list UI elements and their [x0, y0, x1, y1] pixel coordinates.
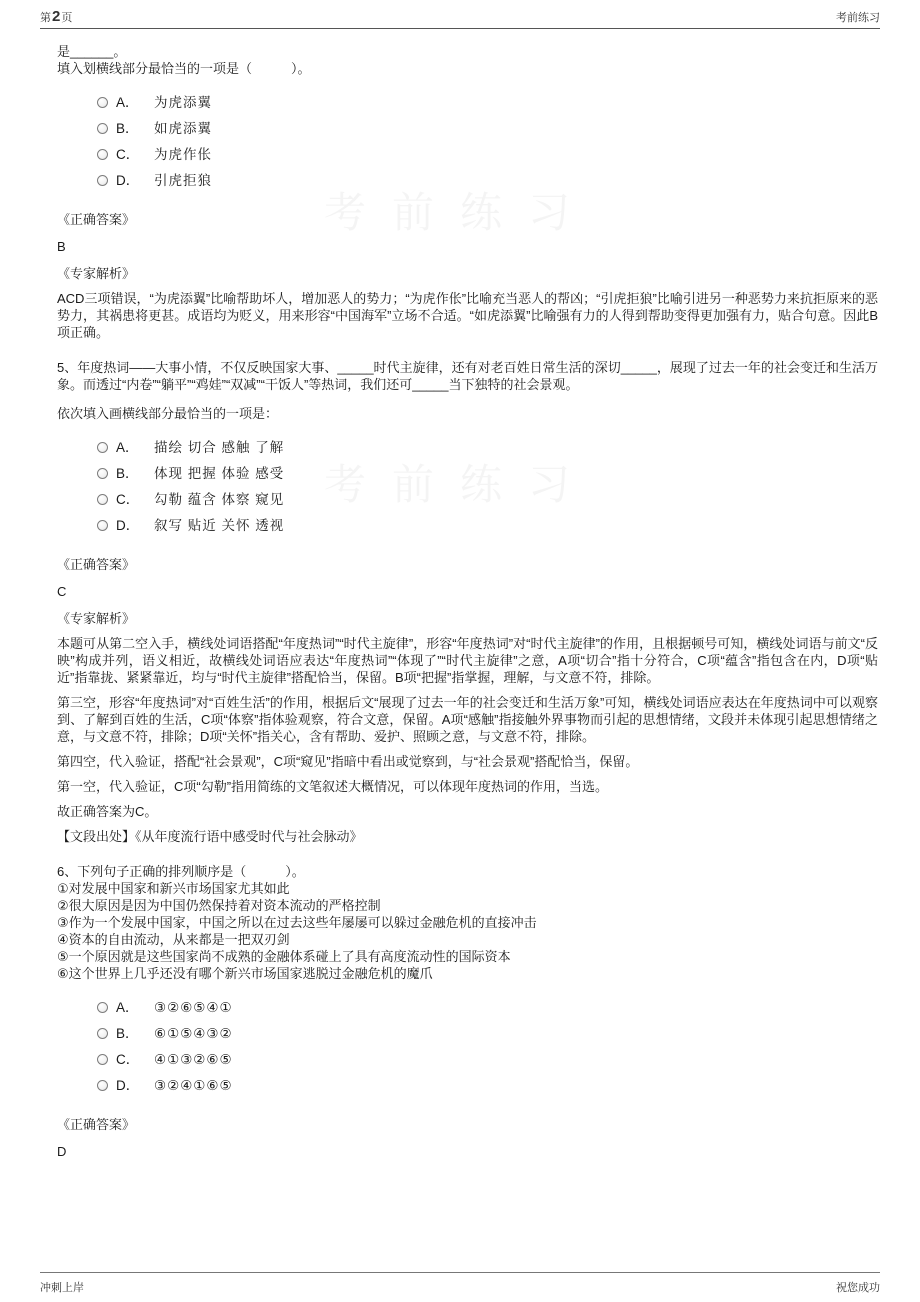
option-text: 如虎添翼: [154, 120, 212, 136]
option-row[interactable]: [97, 1072, 878, 1098]
option-letter: A．: [116, 94, 139, 110]
expert-analysis-label: 《专家解析》: [57, 611, 136, 626]
option-row[interactable]: [97, 141, 878, 167]
option-row[interactable]: [97, 1046, 878, 1072]
option-text: 描绘 切合 感触 了解: [154, 439, 285, 455]
options-list: [97, 89, 878, 193]
page-footer: [0, 1272, 920, 1302]
radio-icon[interactable]: [97, 1054, 108, 1065]
option-text: ⑥①⑤④③②: [154, 1025, 233, 1041]
option-letter: B．: [116, 120, 139, 136]
header-title: 考前练习: [836, 12, 880, 24]
correct-answer-value: D: [57, 1144, 67, 1159]
correct-answer-label: 《正确答案》: [57, 557, 136, 572]
option-letter: B．: [116, 465, 139, 481]
footer-left-text: 冲刺上岸: [40, 1282, 84, 1294]
watermark-text: 考前练习: [323, 189, 596, 236]
radio-icon[interactable]: [97, 442, 108, 453]
analysis-paragraph: 第一空，代入验证，C项“勾勒”指用简练的文笔叙述大概情况，可以体现年度热词的作用，当选。: [57, 779, 609, 794]
expert-analysis-label: 《专家解析》: [57, 266, 136, 281]
radio-icon[interactable]: [97, 494, 108, 505]
option-text: 为虎作伥: [154, 146, 212, 162]
question-block: [57, 863, 878, 1160]
analysis-paragraph: ACD三项错误，“为虎添翼”比喻帮助坏人，增加恶人的势力；“为虎作伥”比喻充当恶人的帮凶；“引虎拒狼”比喻引进另一种恶势力来抗拒原来的恶势力，其祸患将更甚。成语均为贬义，用来形容“中国海军”立场不合适。“如虎添翼”比喻强有力的人得到帮助变得更加强有力，贴合句意。因此B项正确。: [57, 291, 878, 340]
option-row[interactable]: [97, 89, 878, 115]
question-block: [57, 43, 878, 341]
footer-divider: [40, 1272, 880, 1273]
option-letter: B．: [116, 1025, 139, 1041]
option-text: 勾勒 蕴含 体察 窥见: [154, 491, 285, 507]
radio-icon[interactable]: [97, 149, 108, 160]
analysis-paragraph: 本题可从第二空入手，横线处词语搭配“年度热词”“时代主旋律”，形容“年度热词”对“时代主旋律”的作用，且根据顿号可知，横线处词语与前文“反映”构成并列，语义相近，故横线处词语应表达“年度热词”“体现了”“时代主旋律”之意，A项“切合”指十分符合，C项“蕴含”指包含在内，D项“贴近”指靠拢、紧紧靠近，均与“时代主旋律”搭配恰当，保留。B项“把握”指掌握，理解，与文意不符，排除。: [57, 636, 878, 685]
option-text: ③②④①⑥⑤: [154, 1077, 233, 1093]
page-header: [0, 0, 920, 25]
page-number-prefix: 第: [40, 12, 51, 24]
question-prompt: 依次填入画横线部分最恰当的一项是：: [57, 406, 279, 421]
watermark-text: 考前练习: [323, 461, 596, 508]
option-letter: D．: [116, 517, 140, 533]
question-stem-line: 是______。: [57, 44, 127, 59]
radio-icon[interactable]: [97, 468, 108, 479]
analysis-paragraph: 【文段出处】《从年度流行语中感受时代与社会脉动》: [57, 829, 363, 844]
option-letter: A．: [116, 999, 139, 1015]
option-text: 叙写 贴近 关怀 透视: [154, 517, 285, 533]
question-stem-line: 填入划横线部分最恰当的一项是（ ）。: [57, 61, 311, 76]
option-text: ③②⑥⑤④①: [154, 999, 233, 1015]
question-stem-line: 6、下列句子正确的排列顺序是（ ）。: [57, 864, 305, 879]
analysis-paragraph: 故正确答案为C。: [57, 804, 158, 819]
question-stem-line: 5、年度热词——大事小情，不仅反映国家大事、_____时代主旋律，还有对老百姓日常生活的深切_____，展现了过去一年的社会变迁和生活万象。而透过“内卷”“躺平”“鸡娃”“双减”“干饭人”等热词，我们还可_____当下独特的社会景观。: [57, 360, 878, 392]
radio-icon[interactable]: [97, 1080, 108, 1091]
option-letter: C．: [116, 146, 140, 162]
option-row[interactable]: [97, 994, 878, 1020]
page-number-suffix: 页: [61, 12, 73, 24]
radio-icon[interactable]: [97, 1028, 108, 1039]
footer-right-text: 祝您成功: [836, 1282, 880, 1294]
question-stem-line: ④资本的自由流动，从来都是一把双刃剑: [57, 932, 290, 947]
option-letter: C．: [116, 491, 140, 507]
option-letter: A．: [116, 439, 139, 455]
radio-icon[interactable]: [97, 97, 108, 108]
option-letter: D．: [116, 172, 140, 188]
question-stem-line: ②很大原因是因为中国仍然保持着对资本流动的严格控制: [57, 898, 381, 913]
correct-answer-label: 《正确答案》: [57, 1117, 136, 1132]
correct-answer-label: 《正确答案》: [57, 212, 136, 227]
option-row[interactable]: [97, 434, 878, 460]
option-letter: C．: [116, 1051, 140, 1067]
option-row[interactable]: [97, 167, 878, 193]
radio-icon[interactable]: [97, 175, 108, 186]
radio-icon[interactable]: [97, 520, 108, 531]
option-row[interactable]: [97, 1020, 878, 1046]
option-row[interactable]: [97, 460, 878, 486]
question-stem-line: ①对发展中国家和新兴市场国家尤其如此: [57, 881, 290, 896]
page-number: [40, 8, 72, 25]
radio-icon[interactable]: [97, 1002, 108, 1013]
option-row[interactable]: [97, 512, 878, 538]
question-stem-line: ③作为一个发展中国家，中国之所以在过去这些年屡屡可以躲过金融危机的直接冲击: [57, 915, 537, 930]
option-row[interactable]: [97, 115, 878, 141]
analysis-paragraph: 第四空，代入验证，搭配“社会景观”，C项“窥见”指暗中看出或觉察到，与“社会景观”搭配恰当，保留。: [57, 754, 639, 769]
option-letter: D．: [116, 1077, 140, 1093]
option-text: 体现 把握 体验 感受: [154, 465, 285, 481]
correct-answer-value: C: [57, 584, 67, 599]
option-text: 为虎添翼: [154, 94, 212, 110]
analysis-paragraph: 第三空，形容“年度热词”对“百姓生活”的作用，根据后文“展现了过去一年的社会变迁和生活万象”可知，横线处词语应表达在年度热词中可以观察到、了解到百姓的生活，C项“体察”指体验观察，符合文意，保留。A项“感触”指接触外界事物而引起的思想情绪，文段并未体现引起思想情绪之意，与文意不符，排除；D项“关怀”指关心，含有帮助、爱护、照顾之意，与文意不符，排除。: [57, 695, 878, 744]
question-stem-line: ⑤一个原因就是这些国家尚不成熟的金融体系碰上了具有高度流动性的国际资本: [57, 949, 511, 964]
option-text: 引虎拒狼: [154, 172, 212, 188]
questions-container: [0, 29, 920, 1160]
question-block: [57, 359, 878, 845]
question-stem-line: ⑥这个世界上几乎还没有哪个新兴市场国家逃脱过金融危机的魔爪: [57, 966, 433, 981]
options-list: [97, 994, 878, 1098]
option-row[interactable]: [97, 486, 878, 512]
correct-answer-value: B: [57, 239, 66, 254]
page-number-value: 2: [52, 8, 61, 25]
option-text: ④①③②⑥⑤: [154, 1051, 233, 1067]
radio-icon[interactable]: [97, 123, 108, 134]
options-list: [97, 434, 878, 538]
